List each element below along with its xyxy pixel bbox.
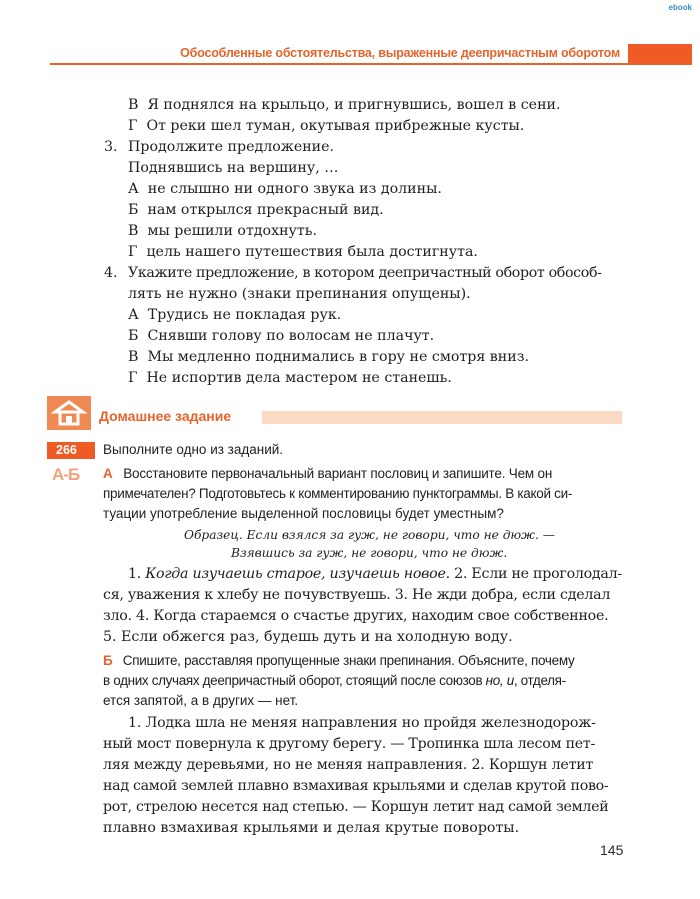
q4-prompt-line2: лять не нужно (знаки препинания опущены). [128,286,471,302]
q3-stem: Поднявшись на вершину, … [128,160,339,176]
q4-option-v: В Мы медленно поднимались в гору не смотря вниз. [128,349,529,365]
q4-number: 4. [104,265,118,281]
spelling-ab-icon: А-Б [52,465,80,484]
q3-option-g: Г цель нашего путешествия была достигнута. [128,244,478,260]
task-b-label: Б [103,653,113,668]
q4-option-g: Г Не испортив дела мастером не станешь. [128,370,452,386]
q2-option-v: В Я поднялся на крыльцо, и пригнувшись, вошел в сени. [128,97,561,113]
sample-line2: Взявшись за гуж, не говори, что не дюж. [231,546,508,560]
task-a-line1: А Восстановите первоначальный вариант пословиц и запишите. Чем он [103,466,553,481]
running-header: Обособленные обстоятельства, выраженные деепричастным оборотом [180,46,620,60]
header-accent-bar [628,44,692,63]
task-b-text-line4: над самой землей плавно взмахивая крыльями и сделав крутой пово- [103,778,609,794]
task-b-text-line5: рот, стрелою несется над степью. — Коршун летит над самой землей [103,799,609,815]
sample-line1: Образец. Если взялся за гуж, не говори, что не дюж. — [184,528,555,542]
q2-option-g: Г От реки шел туман, окутывая прибрежные кусты. [128,118,525,134]
task-a-line3: туации употребление выделенной пословицы будет уместным? [103,506,504,521]
task-a-label: А [103,466,113,481]
homework-instruction: Выполните одно из заданий. [103,442,284,457]
q3-prompt: Продолжите предложение. [128,139,335,155]
task-b-text-line1: 1. Лодка шла не меняя направления но пройдя железнодорож- [128,715,596,731]
task-b-text-line2: ный мост повернула к другому берегу. — Тропинка шла лесом пет- [103,736,596,752]
q3-number: 3. [104,139,118,155]
q4-prompt-line1: Укажите предложение, в котором деепричастный оборот обособ- [128,265,602,281]
exercise-number-badge: 266 [47,442,95,459]
task-b-text-line3: ляя между деревьями, но не меняя направления. 2. Коршун летит [103,757,594,773]
q4-option-b: Б Снявши голову по волосам не плачут. [128,328,435,344]
header-rule [50,63,692,65]
proverbs-line3: зло. 4. Когда стараемся о счастье других, находим свое собственное. [103,608,609,624]
q3-option-b: Б нам открылся прекрасный вид. [128,202,384,218]
proverbs-line2: ся, уважения к хлебу не почувствуешь. 3. Не жди добра, если сделал [103,587,611,603]
proverbs-line4: 5. Если обжегся раз, будешь дуть и на холодную воду. [103,629,513,645]
task-b-line1: Б Спишите, расставляя пропущенные знаки препинания. Объясните, почему [103,653,575,668]
q3-option-v: В мы решили отдохнуть. [128,223,317,239]
house-icon [47,396,91,430]
task-a-line2: примечателен? Подготовьтесь к комментированию пунктограммы. В какой си- [103,486,573,501]
homework-title: Домашнее задание [99,408,232,424]
q3-option-a: А не слышно ни одного звука из долины. [128,181,442,197]
q4-option-a: А Трудись не покладая рук. [128,307,342,323]
task-b-text-line6: плавно взмахивая крыльями и делая крутые повороты. [103,820,520,836]
task-b-line2: в одних случаях деепричастный оборот, стоящий после союзов но, и, отделя- [103,673,566,688]
proverbs-line1: 1. Когда изучаешь старое, изучаешь новое. 2. Если не проголодал- [128,566,622,582]
publisher-logo: ebook [668,3,692,12]
page-number: 145 [600,842,624,858]
homework-title-bar [262,411,622,424]
task-b-line3: ется запятой, а в других — нет. [103,693,299,708]
